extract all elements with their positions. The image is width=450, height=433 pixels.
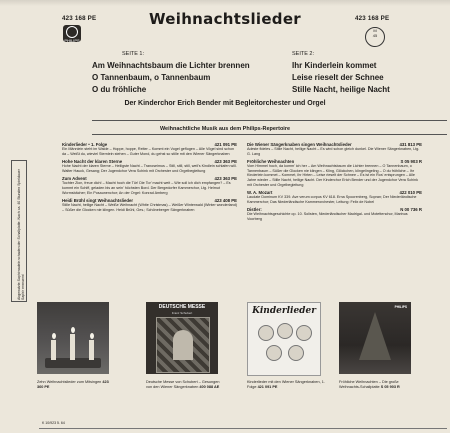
entry-text: Vom Himmel hoch, da komm' ich her – Am Weihnachtsbaum die Lichter brennen – O Tannenbaum, o Tannenbaum – Süßer die Glocken nie klingen – Kling, Glöckchen, klingelingeling – O du fröhliche – Ihr Kinderlein kommet – Kommet, ihr Hirten – Leise rieselt der Schnee – Es ist ein Ros' entsprungen – Alle Jahre wieder – Stille Nacht, heilige Nacht. Der Kinderchor Erich Bender und der Jugendchor Vera Schink mit Orchester und Orgelbegleitung bbox=[247, 164, 418, 187]
entry-title: Distler: bbox=[247, 207, 262, 213]
entry-number: S 05 903 R bbox=[400, 159, 422, 165]
entry-number: N 00 736 R bbox=[400, 207, 422, 213]
entry-title: Die Wiener Sängerknaben singen Weihnachtslieder bbox=[247, 142, 352, 147]
divider-top bbox=[92, 120, 447, 121]
cover-subtitle: Franz Schubert bbox=[171, 311, 193, 315]
entry-title: Kinderlieder • 1. Folge bbox=[62, 142, 108, 147]
entry-title: Hohe Nacht der klaren Sterne bbox=[62, 159, 123, 165]
repertoire-entry bbox=[247, 159, 422, 187]
top-edge-shadow bbox=[0, 0, 450, 6]
album-covers-row bbox=[0, 302, 450, 377]
catalog-number-right: 423 168 PE bbox=[355, 15, 390, 22]
child-face-icon bbox=[277, 323, 293, 339]
rpm-badge-speed: 45 bbox=[372, 33, 378, 38]
repertoire-left-column bbox=[62, 142, 237, 215]
repertoire-title: Weihnachtliche Musik aus dem Philips-Repertoire bbox=[159, 126, 291, 132]
rpm-badge-icon bbox=[365, 27, 385, 47]
entry-number: 431 813 PE bbox=[399, 142, 422, 147]
entry-text: Laudate Dominum KV 339. Ave verum corpus KV 618. Erna Spoorenberg, Sopran; Der Niederländische Kammerchor; Das Niederländische Kammerorchester, Leitung: Felix de Nobel bbox=[247, 195, 417, 204]
side-2-song-3: Stille Nacht, heilige Nacht bbox=[292, 85, 390, 94]
caption-number: 421 091 PE bbox=[257, 384, 278, 389]
cover-candles-image bbox=[37, 302, 109, 374]
child-face-icon bbox=[296, 325, 312, 341]
side-2-label: SEITE 2: bbox=[292, 51, 315, 57]
stylus-warning-text: Abgenutzte Saphirnadeln schaden der Schallplatte. Nach ca. 40 Stunden Spieldauer Saphir erneuern! bbox=[17, 169, 25, 300]
page-title: Weihnachtslieder bbox=[148, 10, 302, 28]
divider-bottom bbox=[92, 134, 447, 135]
repertoire-entry bbox=[247, 142, 422, 156]
cover-caption bbox=[146, 380, 224, 389]
flame-icon bbox=[71, 327, 75, 333]
child-face-icon bbox=[288, 345, 304, 361]
cover-deutsche-messe bbox=[146, 302, 218, 374]
candle-icon bbox=[51, 340, 56, 360]
side-2-song-2: Leise rieselt der Schnee bbox=[292, 73, 384, 82]
entry-number: 423 363 PE bbox=[214, 159, 237, 165]
cover-caption bbox=[37, 380, 115, 389]
flame-icon bbox=[90, 333, 94, 339]
entry-number: 423 363 PE bbox=[214, 176, 237, 182]
entry-title: Zum Advent bbox=[62, 176, 87, 182]
entry-title: W. A. Mozart bbox=[247, 190, 273, 196]
side-1-song-3: O du fröhliche bbox=[92, 85, 147, 94]
entry-number: 421 091 PE bbox=[214, 142, 237, 147]
cover-christmas-tree bbox=[339, 302, 411, 374]
stylus-warning bbox=[9, 160, 29, 300]
entry-number: 423 408 PE bbox=[214, 198, 237, 204]
christmas-tree-icon bbox=[359, 312, 391, 360]
candle-icon bbox=[89, 340, 94, 360]
caption-number: 400 088 AE bbox=[199, 384, 220, 389]
entry-title: Heidi Brühl singt Weihnachtslieder bbox=[62, 198, 134, 204]
entry-title: Fröhliche Weihnachten bbox=[247, 159, 295, 165]
repertoire-entry bbox=[62, 176, 237, 195]
side-1-label: SEITE 1: bbox=[122, 51, 145, 57]
entry-text: Tochter Zion, freue dich! – Macht hoch die Tür! Die Tor' macht weit – Wie soll ich dich empfangen? – Es kommt ein Schiff, geladen bis an sein' höchsten Bord. Der Bergedorfer Kammerchor, Ltg. Helmut Wormsbächer; Ein Posaunenchor; An der Orgel: Konrad Amberg bbox=[62, 181, 231, 195]
entry-text: Ein Männlein steht im Walde – Hoppe, hoppe, Reiter – Kommt ein Vogel geflogen – Alle Vögel sind schon da – Weißt du, wieviel Sternlein stehen – Guter Mond, du gehst so stille mit den Wiener Sängerknaben bbox=[62, 147, 235, 156]
entry-text: Hohe Nacht der klaren Sterne – Heiligste Nacht – Tranoseimus – Still, still, still, weil's Kindlein schlafen will. Walter Hauck, Gesang; Der Jugendchor Vera Schink mit Orchester und Orgelbegleitung bbox=[62, 164, 237, 173]
cover-caption bbox=[247, 380, 325, 389]
candle-icon bbox=[70, 334, 75, 360]
child-face-icon bbox=[266, 345, 282, 361]
entry-text: Adeste fideles – Stille Nacht, heilige Nacht – Es wird schon gleich dunkel. Die Wiener Sängerknaben, Ltg. G. Lang bbox=[247, 147, 420, 156]
entry-number: 422 010 PE bbox=[399, 190, 422, 196]
caption-number: 423 360 PE bbox=[37, 380, 109, 389]
catalog-number-left: 423 168 PE bbox=[62, 15, 97, 22]
side-2-song-1: Ihr Kinderlein kommet bbox=[292, 61, 377, 70]
print-code: K 10/923 5. 64 bbox=[42, 421, 65, 425]
flame-icon bbox=[52, 333, 56, 339]
philips-logo-text: PHILIPS bbox=[64, 38, 80, 43]
caption-text: Zehn Weihnachtslieder zum Mitsingen bbox=[37, 380, 102, 384]
entry-text: Stille Nacht, heilige Nacht – Weiße Weihnacht (White Christmas) – Weißer Winterwald (Winter wonderland) – Süßer die Glocken nie klingen. Heidi Brühl, Ges.; Schöneberger Sängerknaben bbox=[62, 203, 238, 212]
repertoire-entry bbox=[247, 190, 422, 204]
cover-caption bbox=[339, 380, 417, 389]
entry-text: Die Weihnachtsgeschichte op. 10. Solisten, Niederländischer Madrigal- und Motettenchor, Marinus Voorberg bbox=[247, 212, 408, 221]
stained-glass-image bbox=[156, 317, 210, 373]
side-1-song-2: O Tannenbaum, o Tannenbaum bbox=[92, 73, 211, 82]
repertoire-entry bbox=[62, 142, 237, 156]
child-face-icon bbox=[258, 325, 274, 341]
performer-line: Der Kinderchor Erich Bender mit Begleitorchester und Orgel bbox=[124, 100, 326, 107]
cover-kinderlieder bbox=[247, 302, 321, 376]
cover-label: PHILIPS bbox=[394, 305, 407, 309]
footer-rule bbox=[39, 428, 447, 429]
caption-text: Kinderlieder mit den Wiener Sängerknaben, 1. Folge bbox=[247, 380, 325, 389]
caption-text: Fröhliche Weihnachten – Die große Weihnachts-Schallplatte bbox=[339, 380, 399, 389]
side-1-song-1: Am Weihnachtsbaum die Lichter brennen bbox=[92, 61, 250, 70]
caption-number: S 05 903 R bbox=[380, 384, 400, 389]
repertoire-right-column bbox=[247, 142, 422, 225]
caption-text: Deutsche Messe von Schubert – Gesungen von den Wiener Sängerknaben bbox=[146, 380, 220, 389]
cover-title: Kinderlieder bbox=[252, 306, 316, 316]
rpm-badge-letter: M bbox=[373, 28, 377, 33]
repertoire-entry bbox=[62, 159, 237, 173]
repertoire-entry bbox=[247, 207, 422, 221]
cover-title: DEUTSCHE MESSE bbox=[158, 304, 206, 310]
repertoire-entry bbox=[62, 198, 237, 212]
